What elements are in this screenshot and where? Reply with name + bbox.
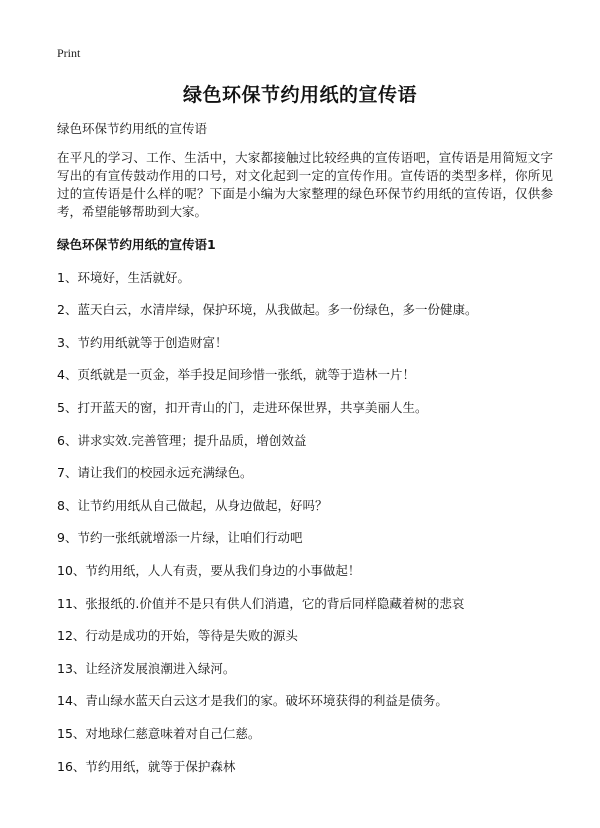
list-item: 16、节约用纸，就等于保护森林 bbox=[57, 758, 236, 774]
section-heading: 绿色环保节约用纸的宣传语1 bbox=[57, 237, 216, 252]
list-item: 10、节约用纸，人人有责，要从我们身边的小事做起！ bbox=[57, 562, 361, 578]
list-item: 5、打开蓝天的窗，扣开青山的门，走进环保世界，共享美丽人生。 bbox=[57, 399, 428, 415]
list-item: 2、蓝天白云，水清岸绿，保护环境，从我做起。多一份绿色，多一份健康。 bbox=[57, 302, 478, 318]
list-item: 15、对地球仁慈意味着对自己仁慈。 bbox=[57, 725, 261, 741]
intro-paragraph: 在平凡的学习、工作、生活中，大家都接触过比较经典的宣传语吧，宣传语是用简短文字写出的有宣传鼓动作用的口号，对文化起到一定的宣传作用。宣传语的类型多样，你所见过的宣传语是什么样的呢？下面是小编为大家整理的绿色环保节约用纸的宣传语，仅供参考，希望能够帮助到大家。 bbox=[57, 150, 553, 219]
slogan-list bbox=[57, 269, 553, 776]
print-link[interactable]: Print bbox=[57, 46, 81, 60]
list-item: 6、讲求实效.完善管理；提升品质，增创效益 bbox=[57, 432, 307, 448]
list-item: 8、让节约用纸从自己做起，从身边做起，好吗？ bbox=[57, 497, 328, 513]
document-subtitle: 绿色环保节约用纸的宣传语 bbox=[57, 121, 208, 136]
list-item: 1、环境好，生活就好。 bbox=[57, 269, 190, 285]
list-item: 4、页纸就是一页金，举手投足间珍惜一张纸，就等于造林一片！ bbox=[57, 367, 415, 383]
list-item: 9、节约一张纸就增添一片绿，让咱们行动吧 bbox=[57, 530, 303, 546]
list-item: 7、请让我们的校园永远充满绿色。 bbox=[57, 465, 253, 481]
list-item: 3、节约用纸就等于创造财富！ bbox=[57, 334, 228, 350]
list-item: 13、让经济发展浪潮进入绿河。 bbox=[57, 660, 236, 676]
page-title: 绿色环保节约用纸的宣传语 bbox=[182, 84, 417, 106]
list-item: 12、行动是成功的开始，等待是失败的源头 bbox=[57, 628, 298, 644]
list-item: 11、张报纸的.价值并不是只有供人们消遣，它的背后同样隐藏着树的悲哀 bbox=[57, 595, 465, 611]
document-body bbox=[57, 120, 553, 776]
list-item: 14、青山绿水蓝天白云这才是我们的家。破坏环境获得的利益是债务。 bbox=[57, 693, 448, 709]
